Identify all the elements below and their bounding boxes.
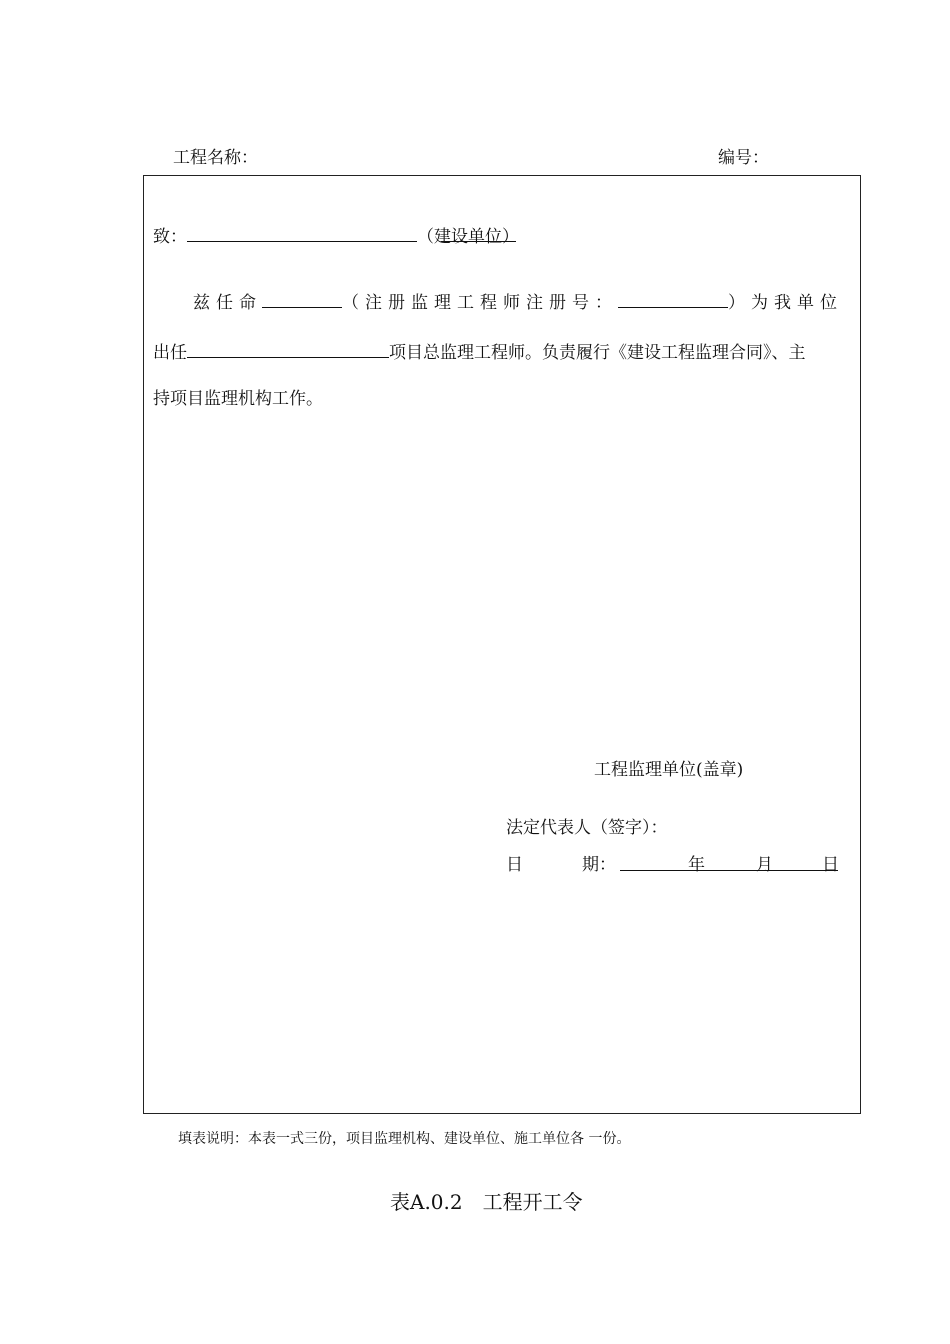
to-line — [153, 222, 519, 247]
registration-number-blank[interactable] — [618, 290, 728, 308]
registration-label: （注册监理工程师注册号： — [342, 293, 618, 313]
legal-rep-label: 法定代表人（签字）： — [506, 818, 668, 838]
number-label: 编号： — [718, 148, 769, 168]
duty-text: 项目总监理工程师。负责履行《建设工程监理合同》、主 — [389, 343, 806, 363]
date-field[interactable] — [620, 850, 838, 876]
client-label: （建设单位） — [417, 227, 519, 247]
year-label: 年 — [688, 855, 705, 875]
serve-line — [153, 338, 806, 363]
to-label: 致： — [153, 227, 187, 247]
client-blank[interactable] — [187, 224, 417, 242]
appoint-line — [193, 288, 843, 313]
duty-text-cont: 持项目监理机构工作。 — [153, 389, 323, 409]
day-label: 日 — [822, 855, 839, 875]
table-caption: 表A.0.2 工程开工令 — [390, 1190, 583, 1214]
serve-label: 出任 — [153, 343, 187, 363]
appointee-blank[interactable] — [262, 290, 342, 308]
form-box — [143, 175, 861, 1114]
project-name-label: 工程名称： — [173, 148, 258, 168]
date-qi: 期： — [582, 855, 616, 875]
fill-note: 填表说明：本表一式三份，项目监理机构、建设单位、施工单位各 一份。 — [178, 1131, 631, 1147]
seal-label: 工程监理单位(盖章) — [594, 760, 744, 780]
month-label: 月 — [756, 855, 773, 875]
client-label-underline — [441, 241, 516, 242]
unit-label: ）为我单位 — [728, 293, 843, 313]
date-ri: 日 — [506, 855, 523, 875]
appoint-prefix: 兹任命 — [193, 293, 262, 313]
project-blank[interactable] — [187, 340, 389, 358]
